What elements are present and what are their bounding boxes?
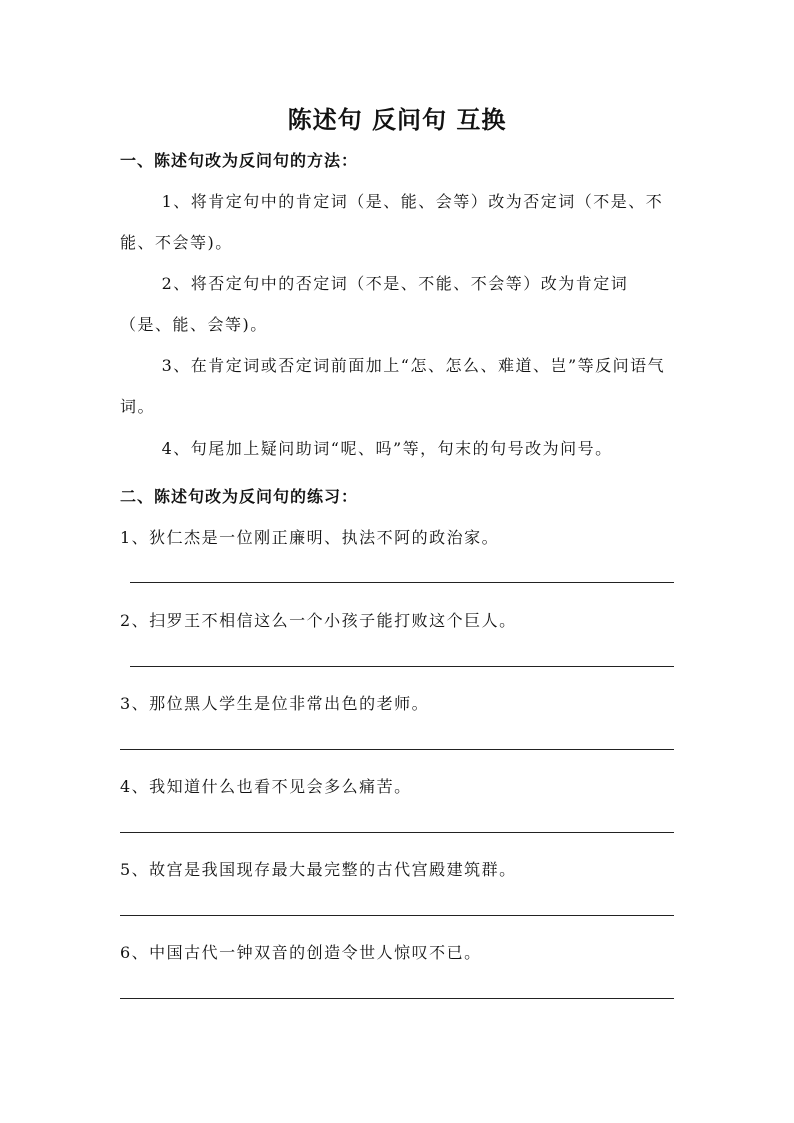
- exercise-sentence: 5、故宫是我国现存最大最完整的古代宫殿建筑群。: [120, 860, 517, 879]
- answer-line[interactable]: [120, 749, 674, 750]
- exercise-sentence: 6、中国古代一钟双音的创造令世人惊叹不已。: [120, 943, 482, 962]
- method-item: 3、在肯定词或否定词前面加上“怎、怎么、难道、岂”等反问语气词。: [120, 356, 666, 416]
- section-heading-exercises: 二、陈述句改为反问句的练习：: [120, 487, 359, 506]
- method-item: 2、将否定句中的否定词（不是、不能、不会等）改为肯定词（是、能、会等)。: [120, 274, 629, 334]
- method-item: 1、将肯定句中的肯定词（是、能、会等）改为否定词（不是、不能、不会等)。: [120, 192, 664, 252]
- exercise-sentence: 2、扫罗王不相信这么一个小孩子能打败这个巨人。: [120, 611, 517, 630]
- exercise-sentence: 3、那位黑人学生是位非常出色的老师。: [120, 694, 430, 713]
- answer-line[interactable]: [130, 666, 674, 667]
- answer-line[interactable]: [120, 915, 674, 916]
- exercise-sentence: 1、狄仁杰是一位刚正廉明、执法不阿的政治家。: [120, 528, 500, 547]
- page-title: 陈述句 反问句 互换: [287, 105, 507, 134]
- answer-line[interactable]: [120, 832, 674, 833]
- answer-line[interactable]: [130, 582, 674, 583]
- section-heading-methods: 一、陈述句改为反问句的方法：: [120, 151, 359, 170]
- exercise-sentence: 4、我知道什么也看不见会多么痛苦。: [120, 777, 412, 796]
- method-item: 4、句尾加上疑问助词“呢、吗”等，句末的句号改为问号。: [161, 439, 613, 458]
- answer-line[interactable]: [120, 998, 674, 999]
